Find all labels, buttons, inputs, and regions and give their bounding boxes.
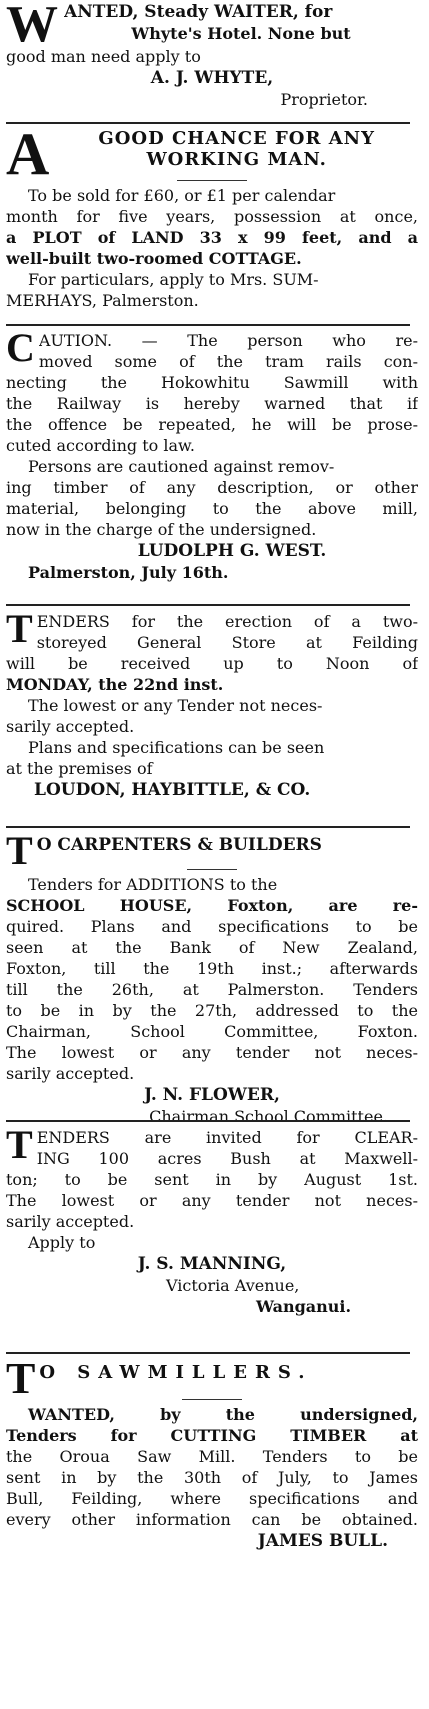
ad-tenders-store <box>6 606 418 801</box>
ad-text-line: material, belonging to the above mill, <box>6 499 418 518</box>
ad-text-line: WANTED, by the undersigned, <box>28 1405 418 1424</box>
ad-text-line: well-built two-roomed COTTAGE. <box>6 249 302 268</box>
ad-text-line: To be sold for £60, or £1 per calendar <box>28 186 336 205</box>
drop-cap: T <box>6 1354 36 1403</box>
ad-text-line: Tenders for CUTTING TIMBER at <box>6 1426 418 1445</box>
ad-text-line: to be in by the 27th, addressed to the <box>6 1001 418 1020</box>
ad-text-line: till the 26th, at Palmerston. Tenders <box>6 980 418 999</box>
ad-text-line: will be received up to Noon of <box>6 654 418 673</box>
divider-rule <box>6 604 410 606</box>
ad-text-line: ENDERS for the erection of a two- <box>36 612 418 631</box>
signature-title: Chairman School Committee. <box>149 1107 388 1126</box>
ad-text-line: Whyte's Hotel. None but <box>131 24 351 43</box>
ad-text-line: necting the Hokowhitu Sawmill with <box>6 373 418 392</box>
divider-rule <box>6 1352 410 1354</box>
ad-text-line: The lowest or any Tender not neces- <box>28 696 323 715</box>
ad-heading: GOOD CHANCE FOR ANY <box>98 128 375 149</box>
signature: J. N. FLOWER, <box>144 1085 280 1105</box>
drop-cap: W <box>6 0 58 53</box>
ad-good-chance <box>6 121 418 311</box>
divider-rule <box>6 324 410 326</box>
ad-text-line: month for five years, possession at once, <box>6 207 418 226</box>
ad-text-line: quired. Plans and specifications to be <box>6 917 418 936</box>
drop-cap: T <box>6 828 33 873</box>
ad-text-line: AUTION. — The person who re- <box>38 331 418 350</box>
ad-text-line: ing timber of any description, or other <box>6 478 418 497</box>
ad-text-line: Chairman, School Committee, Foxton. <box>6 1022 418 1041</box>
ad-waiter <box>6 2 418 110</box>
ad-text-line: the Railway is hereby warned that if <box>6 394 418 413</box>
ad-text-line: ING 100 acres Bush at Maxwell- <box>36 1149 418 1168</box>
address-line: Victoria Avenue, <box>166 1276 300 1295</box>
drop-cap: T <box>6 1122 33 1167</box>
ad-text-line: seen at the Bank of New Zealand, <box>6 938 418 957</box>
ad-text-line: Foxton, till the 19th inst.; afterwards <box>6 959 418 978</box>
ad-text-line: now in the charge of the undersigned. <box>6 520 317 539</box>
ad-text-line: sent in by the 30th of July, to James <box>6 1468 418 1487</box>
ad-text-line: good man need apply to <box>6 47 201 66</box>
ad-text-line: SCHOOL HOUSE, Foxton, are re- <box>6 896 418 915</box>
ad-text-line: a PLOT of LAND 33 x 99 feet, and a <box>6 228 418 247</box>
ad-text-line: the offence be repeated, he will be prose- <box>6 415 418 434</box>
signature-title: Proprietor. <box>280 90 368 109</box>
divider-rule <box>6 122 410 124</box>
divider-rule <box>6 826 410 828</box>
ad-text-line: Apply to <box>28 1233 96 1252</box>
ad-text-line: The lowest or any tender not neces- <box>6 1043 418 1062</box>
ad-text-line: ton; to be sent in by August 1st. <box>6 1170 418 1189</box>
ad-heading: WORKING MAN. <box>146 149 327 170</box>
dateline: Palmerston, July 16th. <box>28 563 229 582</box>
ad-text-line: Bull, Feilding, where specifications and <box>6 1489 418 1508</box>
ad-text-line: ANTED, Steady WAITER, for <box>64 2 333 22</box>
divider-rule <box>6 1120 410 1122</box>
ad-caution <box>6 325 418 583</box>
ad-text-line: moved some of the tram rails con- <box>38 352 418 371</box>
ad-clearing <box>6 1122 418 1317</box>
signature: A. J. WHYTE, <box>150 68 274 88</box>
ad-heading: O SAWMILLERS. <box>39 1362 313 1383</box>
ad-text-line: every other information can be obtained. <box>6 1510 418 1529</box>
ad-text-line: cuted according to law. <box>6 436 195 455</box>
ad-text-line: sarily accepted. <box>6 1212 135 1231</box>
drop-cap: C <box>6 325 35 370</box>
ad-text-line: storeyed General Store at Feilding <box>36 633 418 652</box>
ad-text-line: sarily accepted. <box>6 1064 135 1083</box>
ad-text-line: MERHAYS, Palmerston. <box>6 291 199 310</box>
ad-text-line: MONDAY, the 22nd inst. <box>6 675 224 694</box>
ad-text-line: the Oroua Saw Mill. Tenders to be <box>6 1447 418 1466</box>
ad-text-line: For particulars, apply to Mrs. SUM- <box>28 270 319 289</box>
ad-text-line: at the premises of <box>6 759 153 778</box>
signature: J. S. MANNING, <box>137 1254 287 1274</box>
ad-text-line: sarily accepted. <box>6 717 135 736</box>
ad-sawmillers <box>6 1354 418 1552</box>
address-line: Wanganui. <box>256 1297 352 1316</box>
firm-name: LOUDON, HAYBITTLE, & CO. <box>34 780 311 800</box>
drop-cap: T <box>6 606 33 651</box>
signature: LUDOLPH G. WEST. <box>137 541 327 561</box>
ad-text-line: Tenders for ADDITIONS to the <box>28 875 278 894</box>
signature: JAMES BULL. <box>257 1531 388 1551</box>
ad-text-line: Plans and specifications can be seen <box>28 738 325 757</box>
drop-cap: A <box>6 121 50 187</box>
ad-text-line: The lowest or any tender not neces- <box>6 1191 418 1210</box>
short-rule <box>182 1399 242 1400</box>
ad-text-line: ENDERS are invited for CLEAR- <box>36 1128 418 1147</box>
short-rule <box>187 869 237 870</box>
short-rule <box>177 180 247 181</box>
ad-carpenters <box>6 828 418 1127</box>
ad-heading: O CARPENTERS & BUILDERS <box>36 835 322 855</box>
ad-text-line: Persons are cautioned against remov- <box>28 457 335 476</box>
